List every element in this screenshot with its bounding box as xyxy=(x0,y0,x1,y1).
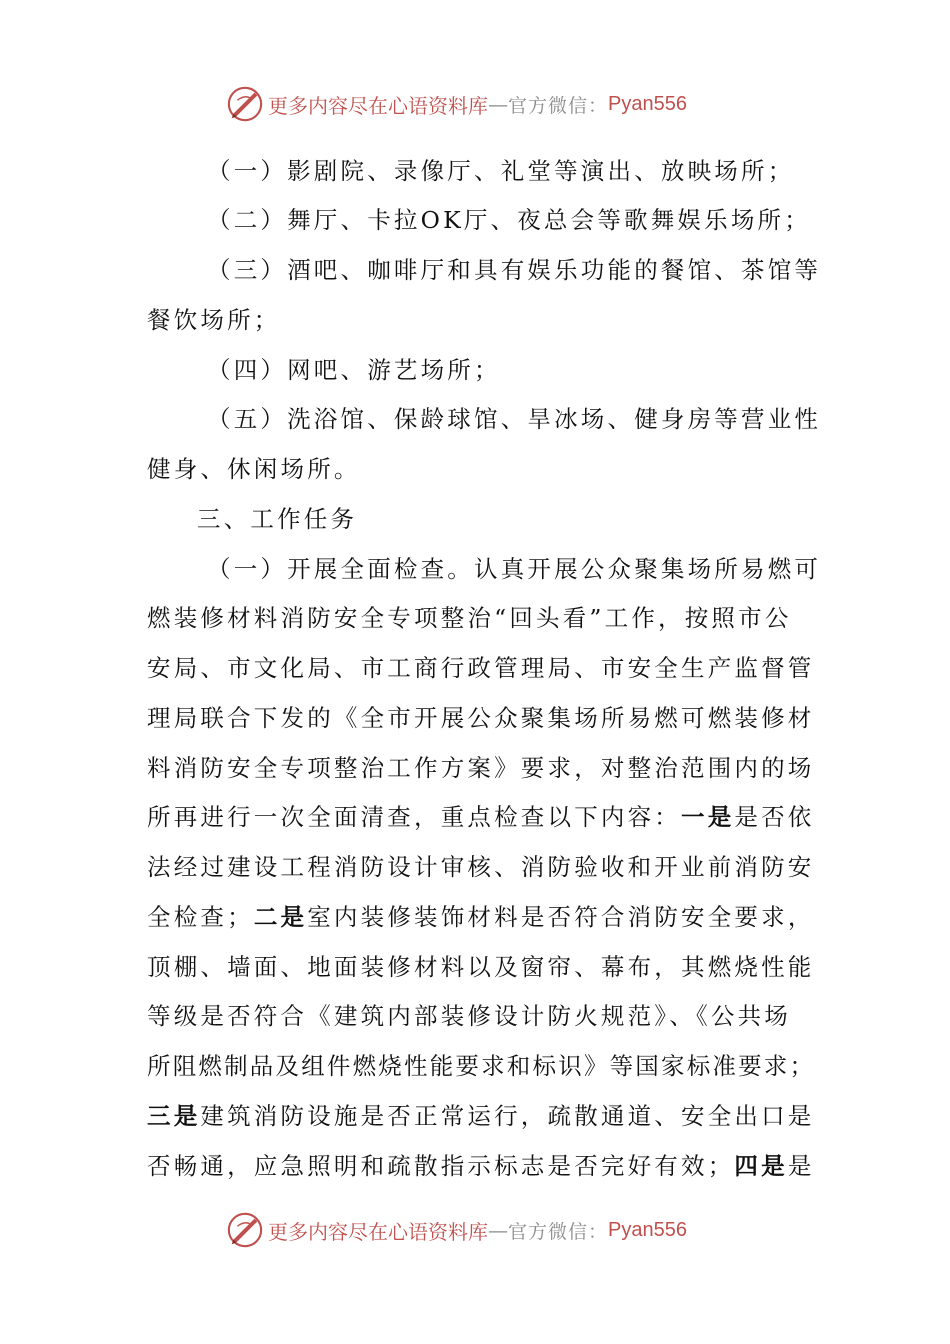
text-line-3: （三）酒吧、咖啡厅和具有娱乐功能的餐馆、茶馆等 xyxy=(207,256,822,284)
text-line-14-tail: 是否依 xyxy=(734,803,815,831)
text-line-13: 料消防安全专项整治工作方案》要求，对整治范围内的场 xyxy=(147,754,815,782)
watermark-banner-top xyxy=(226,84,687,124)
text-line-20-tail: 建筑消防设施是否正常运行，疏散通道、安全出口是 xyxy=(200,1102,815,1130)
text-line-2: （二）舞厅、卡拉OK厅、夜总会等歌舞娱乐场所； xyxy=(207,206,811,234)
watermark-official-label: 官方微信： xyxy=(508,94,609,117)
item-marker-two: 二是 xyxy=(253,903,308,931)
text-line-17: 顶棚、墙面、地面装修材料以及窗帘、幕布，其燃烧性能 xyxy=(147,953,815,981)
text-line-21-tail: 是 xyxy=(787,1152,815,1180)
text-line-21 xyxy=(147,1151,815,1181)
text-line-16-tail: 室内装修装饰材料是否符合消防安全要求， xyxy=(307,903,815,931)
text-line-9: （一）开展全面检查。认真开展公众聚集场所易燃可 xyxy=(207,555,822,583)
text-line-19: 所阻燃制品及组件燃烧性能要求和标识》等国家标准要求； xyxy=(147,1052,816,1080)
text-line-18: 等级是否符合《建筑内部装修设计防火规范》、《公共场 xyxy=(147,1002,791,1030)
text-line-12: 理局联合下发的《全市开展公众聚集场所易燃可燃装修材 xyxy=(147,704,815,732)
text-line-16 xyxy=(147,902,815,932)
watermark-dash: — xyxy=(488,92,508,116)
text-line-1: （一）影剧院、录像厅、礼堂等演出、放映场所； xyxy=(207,157,795,185)
watermark-dash: — xyxy=(488,1218,508,1242)
pen-logo-icon xyxy=(226,1211,264,1249)
text-line-7: 健身、休闲场所。 xyxy=(147,455,361,483)
pen-logo-icon xyxy=(226,85,264,123)
text-line-21-lead: 否畅通，应急照明和疏散指示标志是否完好有效； xyxy=(147,1152,735,1180)
watermark-wechat-id: Pyan556 xyxy=(608,1218,687,1241)
section-heading: 三、工作任务 xyxy=(197,505,358,533)
watermark-text: 更多内容尽在心语资料库 xyxy=(268,93,488,118)
text-line-11: 安局、市文化局、市工商行政管理局、市安全生产监督管 xyxy=(147,654,815,682)
text-line-15: 法经过建设工程消防设计审核、消防验收和开业前消防安 xyxy=(147,853,815,881)
text-line-20 xyxy=(147,1101,815,1131)
text-line-14-lead: 所再进行一次全面清查，重点检查以下内容： xyxy=(147,803,681,831)
watermark-wechat-id: Pyan556 xyxy=(608,92,687,115)
watermark-banner-bottom xyxy=(226,1210,687,1250)
item-marker-four: 四是 xyxy=(734,1152,788,1180)
text-line-10: 燃装修材料消防安全专项整治“回头看”工作，按照市公 xyxy=(147,604,792,632)
item-marker-one: 一是 xyxy=(681,803,735,831)
watermark-official-label: 官方微信： xyxy=(508,1220,609,1243)
text-line-5: （四）网吧、游艺场所； xyxy=(207,356,501,384)
text-line-6: （五）洗浴馆、保龄球馆、旱冰场、健身房等营业性 xyxy=(207,405,822,433)
text-line-14 xyxy=(147,802,815,832)
text-line-16-lead: 全检查； xyxy=(147,903,254,931)
item-marker-three: 三是 xyxy=(147,1102,201,1130)
watermark-text: 更多内容尽在心语资料库 xyxy=(268,1219,488,1244)
text-line-4: 餐饮场所； xyxy=(147,306,281,334)
